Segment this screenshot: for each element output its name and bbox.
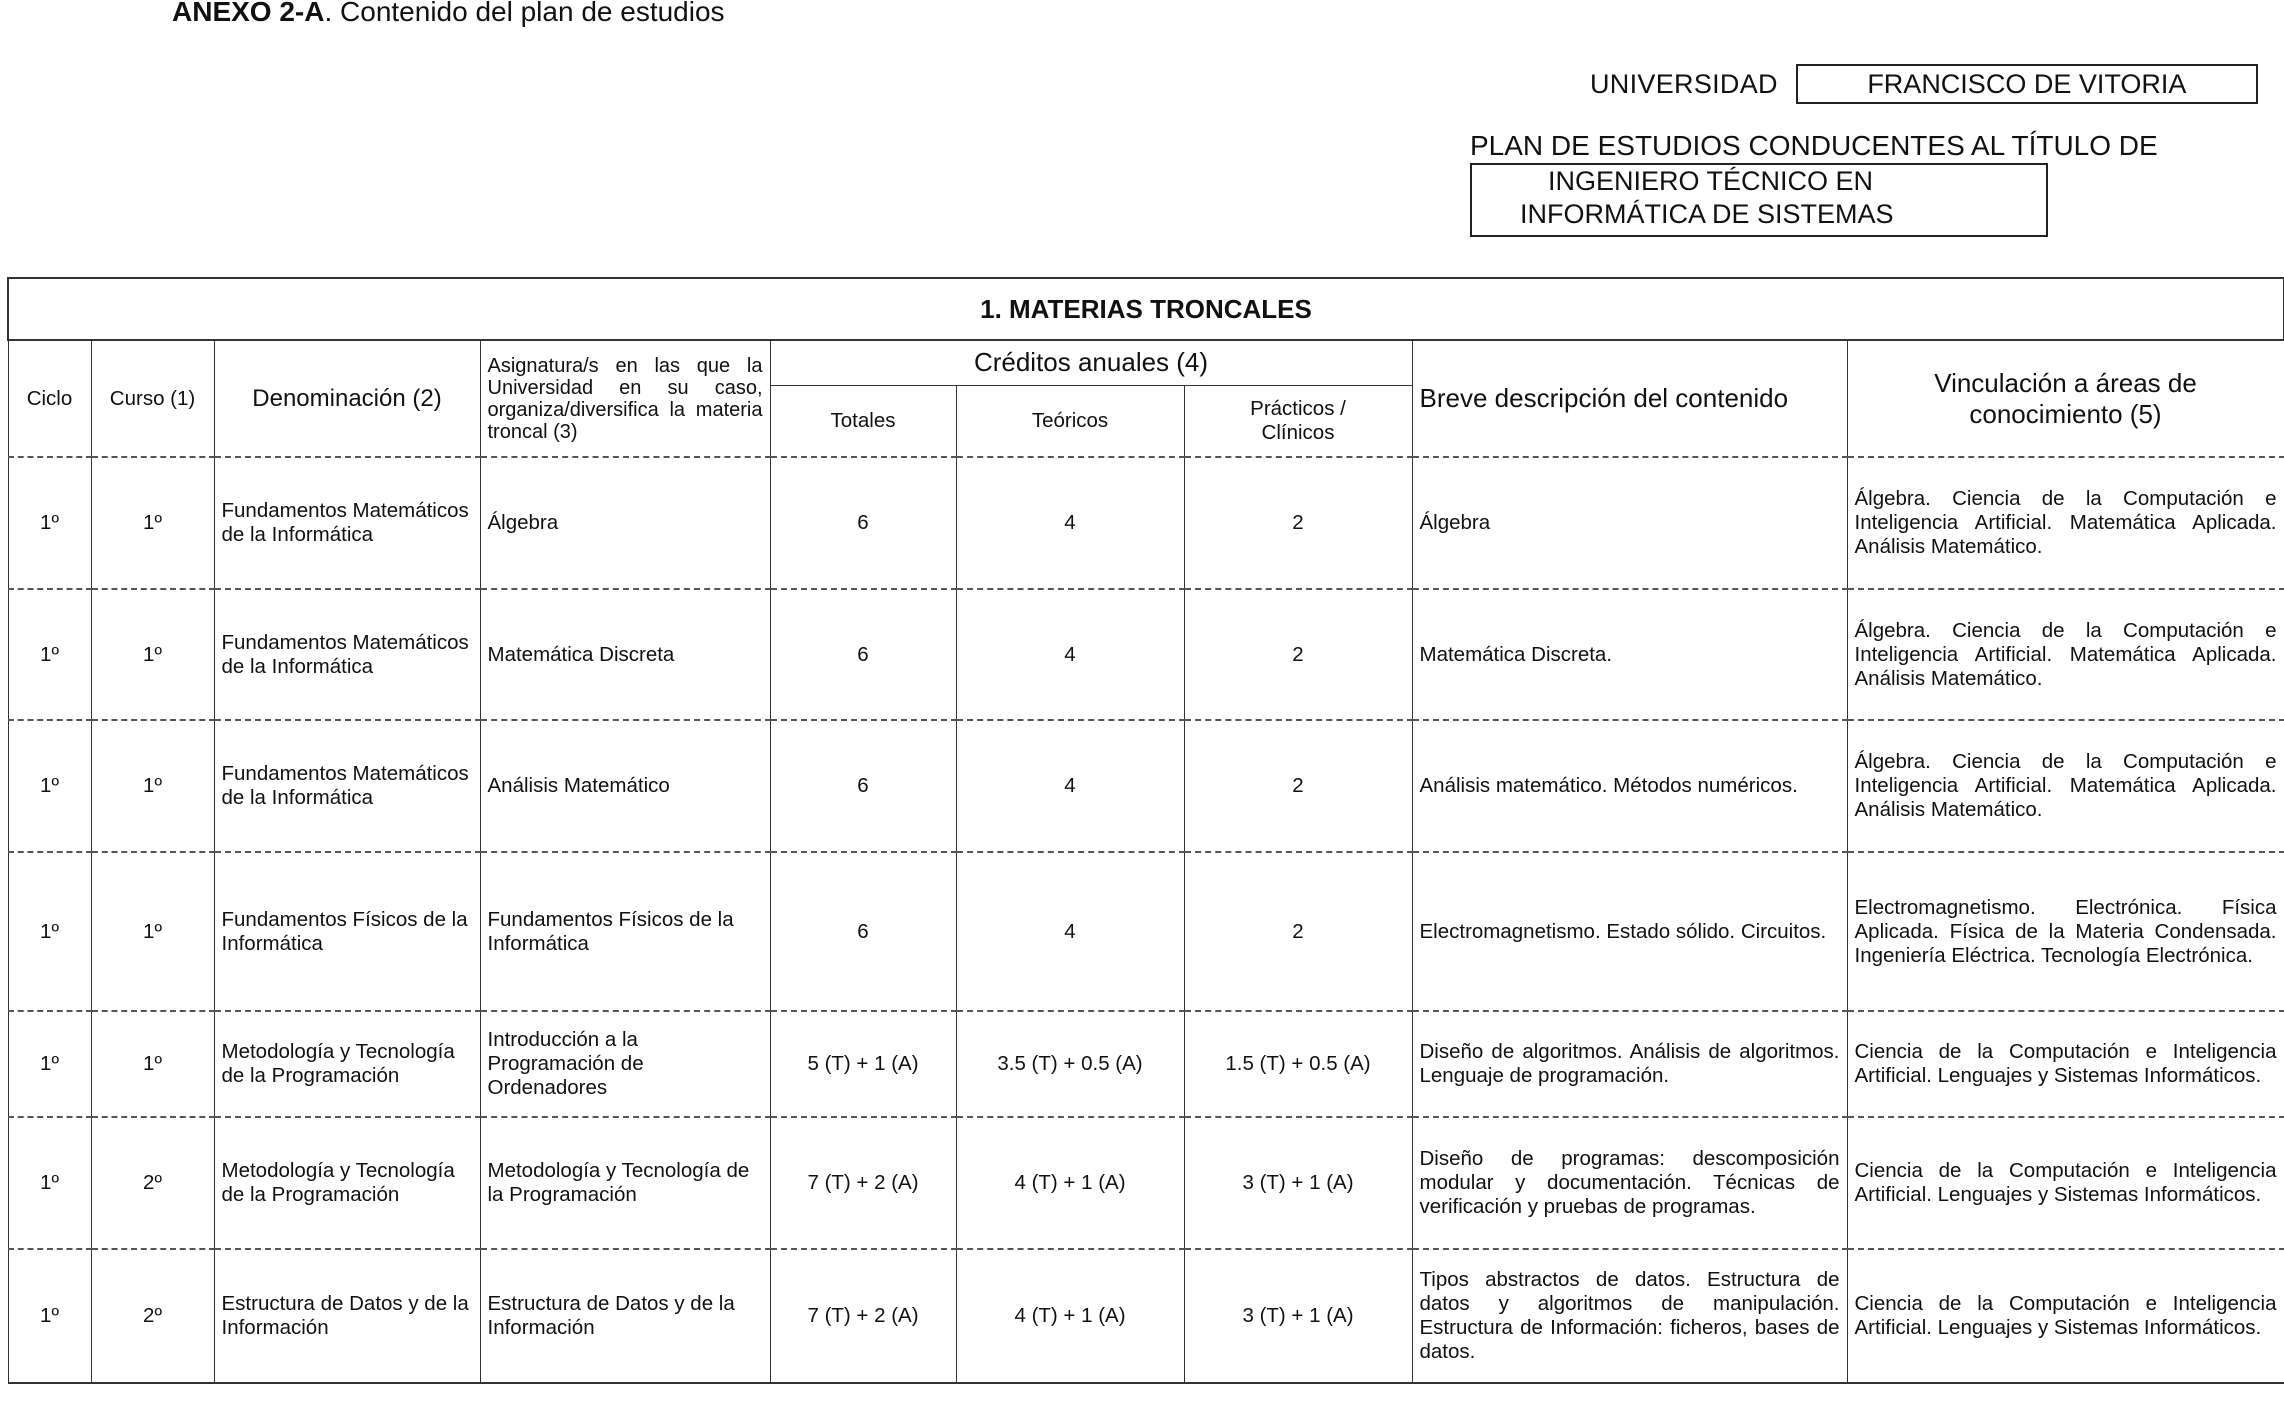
cell-denominacion: Fundamentos Matemáticos de la Informática <box>214 457 480 589</box>
cell-totales: 6 <box>770 720 956 852</box>
cell-teoricos: 3.5 (T) + 0.5 (A) <box>956 1011 1184 1117</box>
degree-line-1: INGENIERO TÉCNICO EN <box>1548 166 1874 196</box>
header-totales: Totales <box>770 385 956 457</box>
cell-denominacion: Metodología y Tecnología de la Programación <box>214 1117 480 1249</box>
cell-teoricos: 4 <box>956 720 1184 852</box>
cell-totales: 6 <box>770 852 956 1011</box>
cell-denominacion: Estructura de Datos y de la Información <box>214 1249 480 1383</box>
cell-practicos: 2 <box>1184 852 1412 1011</box>
cell-curso: 1º <box>91 720 214 852</box>
cell-vinculacion: Electromagnetismo. Electrónica. Física Aplicada. Física de la Materia Condensada. Ingeniería Eléctrica. Tecnología Electrónica. <box>1847 852 2284 1011</box>
cell-practicos: 3 (T) + 1 (A) <box>1184 1117 1412 1249</box>
cell-vinculacion: Ciencia de la Computación e Inteligencia Artificial. Lenguajes y Sistemas Informáticos. <box>1847 1117 2284 1249</box>
cell-denominacion: Fundamentos Físicos de la Informática <box>214 852 480 1011</box>
table-row <box>8 1011 2284 1117</box>
cell-vinculacion: Álgebra. Ciencia de la Computación e Inteligencia Artificial. Matemática Aplicada. Análisis Matemático. <box>1847 457 2284 589</box>
university-row <box>1590 64 2258 104</box>
cell-ciclo: 1º <box>8 1249 91 1383</box>
cell-totales: 6 <box>770 589 956 720</box>
cell-totales: 7 (T) + 2 (A) <box>770 1249 956 1383</box>
cell-vinculacion: Álgebra. Ciencia de la Computación e Inteligencia Artificial. Matemática Aplicada. Análisis Matemático. <box>1847 720 2284 852</box>
cell-curso: 1º <box>91 457 214 589</box>
cell-denominacion: Metodología y Tecnología de la Programación <box>214 1011 480 1117</box>
header-creditos: Créditos anuales (4) <box>770 340 1412 385</box>
cell-descripcion: Diseño de algoritmos. Análisis de algoritmos. Lenguaje de programación. <box>1412 1011 1847 1117</box>
cell-asignatura: Álgebra <box>480 457 770 589</box>
header-denominacion: Denominación (2) <box>214 340 480 457</box>
cell-descripcion: Álgebra <box>1412 457 1847 589</box>
cell-denominacion: Fundamentos Matemáticos de la Informática <box>214 720 480 852</box>
troncales-table <box>7 277 2284 1384</box>
document-title <box>172 0 725 28</box>
degree-line-2: INFORMÁTICA DE SISTEMAS <box>1520 199 1894 229</box>
cell-asignatura: Estructura de Datos y de la Información <box>480 1249 770 1383</box>
plan-label: PLAN DE ESTUDIOS CONDUCENTES AL TÍTULO DE <box>1470 130 2158 161</box>
header-teoricos: Teóricos <box>956 385 1184 457</box>
section-title: 1. MATERIAS TRONCALES <box>8 278 2284 340</box>
cell-curso: 2º <box>91 1249 214 1383</box>
cell-vinculacion: Ciencia de la Computación e Inteligencia Artificial. Lenguajes y Sistemas Informáticos. <box>1847 1249 2284 1383</box>
cell-descripcion: Diseño de programas: descomposición modular y documentación. Técnicas de verificación y pruebas de programas. <box>1412 1117 1847 1249</box>
cell-asignatura: Fundamentos Físicos de la Informática <box>480 852 770 1011</box>
cell-descripcion: Análisis matemático. Métodos numéricos. <box>1412 720 1847 852</box>
annex-text: . Contenido del plan de estudios <box>324 0 725 27</box>
cell-totales: 6 <box>770 457 956 589</box>
header-curso: Curso (1) <box>91 340 214 457</box>
cell-practicos: 2 <box>1184 589 1412 720</box>
table-row <box>8 457 2284 589</box>
header-vinculacion: Vinculación a áreas de conocimiento (5) <box>1847 340 2284 457</box>
header-asignatura: Asignatura/s en las que la Universidad en su caso, organiza/diversifica la materia troncal (3) <box>480 340 770 457</box>
table-row <box>8 589 2284 720</box>
cell-ciclo: 1º <box>8 852 91 1011</box>
cell-curso: 1º <box>91 1011 214 1117</box>
cell-curso: 2º <box>91 1117 214 1249</box>
cell-denominacion: Fundamentos Matemáticos de la Informática <box>214 589 480 720</box>
cell-asignatura: Matemática Discreta <box>480 589 770 720</box>
table-row <box>8 1249 2284 1383</box>
table-row <box>8 1117 2284 1249</box>
cell-teoricos: 4 (T) + 1 (A) <box>956 1117 1184 1249</box>
cell-curso: 1º <box>91 589 214 720</box>
cell-ciclo: 1º <box>8 720 91 852</box>
degree-title-box <box>1470 163 2048 237</box>
cell-asignatura: Análisis Matemático <box>480 720 770 852</box>
cell-practicos: 2 <box>1184 457 1412 589</box>
table-row <box>8 720 2284 852</box>
university-label: UNIVERSIDAD <box>1590 68 1778 99</box>
cell-curso: 1º <box>91 852 214 1011</box>
cell-teoricos: 4 <box>956 852 1184 1011</box>
cell-teoricos: 4 (T) + 1 (A) <box>956 1249 1184 1383</box>
cell-vinculacion: Álgebra. Ciencia de la Computación e Inteligencia Artificial. Matemática Aplicada. Análisis Matemático. <box>1847 589 2284 720</box>
cell-ciclo: 1º <box>8 457 91 589</box>
header-practicos: Prácticos / Clínicos <box>1184 385 1412 457</box>
cell-teoricos: 4 <box>956 457 1184 589</box>
cell-asignatura: Metodología y Tecnología de la Programación <box>480 1117 770 1249</box>
cell-descripcion: Electromagnetismo. Estado sólido. Circuitos. <box>1412 852 1847 1011</box>
cell-practicos: 2 <box>1184 720 1412 852</box>
cell-teoricos: 4 <box>956 589 1184 720</box>
header-descripcion: Breve descripción del contenido <box>1412 340 1847 457</box>
cell-descripcion: Tipos abstractos de datos. Estructura de datos y algoritmos de manipulación. Estructura de Información: ficheros, bases de datos. <box>1412 1249 1847 1383</box>
cell-ciclo: 1º <box>8 1011 91 1117</box>
cell-totales: 5 (T) + 1 (A) <box>770 1011 956 1117</box>
header-ciclo: Ciclo <box>8 340 91 457</box>
cell-ciclo: 1º <box>8 589 91 720</box>
cell-descripcion: Matemática Discreta. <box>1412 589 1847 720</box>
university-name-box: FRANCISCO DE VITORIA <box>1796 64 2258 104</box>
cell-practicos: 3 (T) + 1 (A) <box>1184 1249 1412 1383</box>
cell-practicos: 1.5 (T) + 0.5 (A) <box>1184 1011 1412 1117</box>
cell-ciclo: 1º <box>8 1117 91 1249</box>
annex-code: ANEXO 2-A <box>172 0 325 27</box>
table-row <box>8 852 2284 1011</box>
cell-vinculacion: Ciencia de la Computación e Inteligencia Artificial. Lenguajes y Sistemas Informáticos. <box>1847 1011 2284 1117</box>
cell-totales: 7 (T) + 2 (A) <box>770 1117 956 1249</box>
cell-asignatura: Introducción a la Programación de Ordenadores <box>480 1011 770 1117</box>
